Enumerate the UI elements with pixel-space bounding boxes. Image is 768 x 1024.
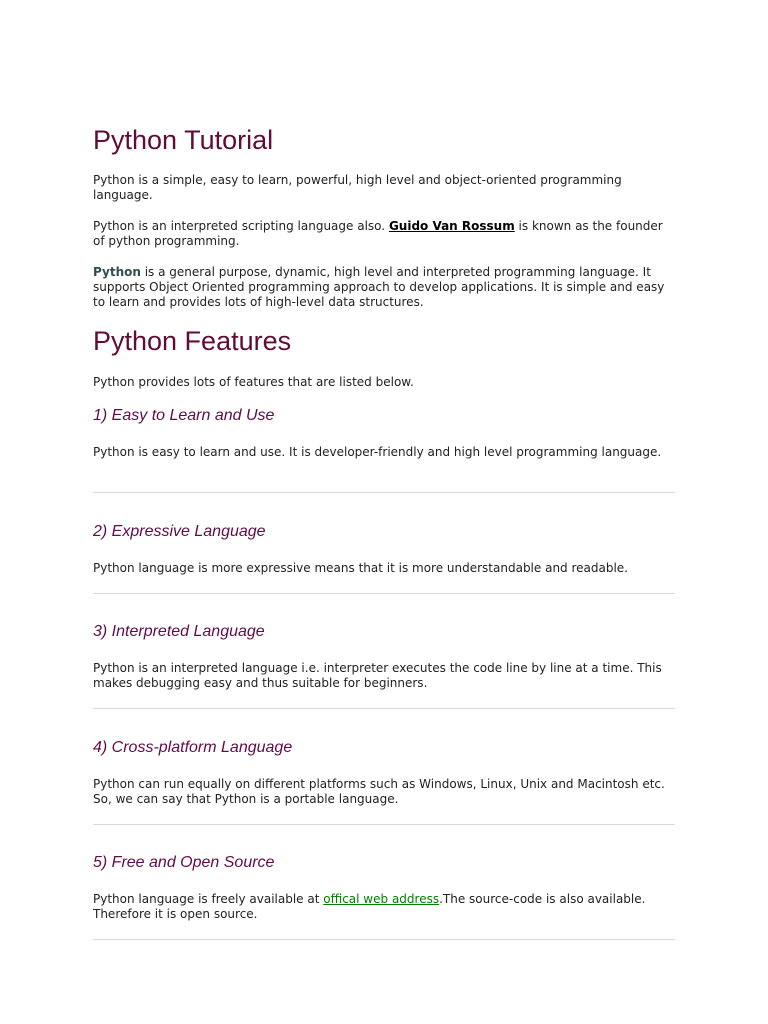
founder-paragraph	[93, 219, 675, 249]
divider	[93, 593, 675, 594]
divider	[93, 708, 675, 709]
divider	[93, 939, 675, 940]
features-title: Python Features	[93, 326, 292, 356]
feature-heading-4: 4) Cross-platform Language	[93, 739, 293, 756]
founder-text-before: Python is an interpreted scripting language also.	[93, 219, 389, 233]
feature-text-4: Python can run equally on different platforms such as Windows, Linux, Unix and Macintosh etc. So, we can say that Python is a portable language.	[93, 777, 665, 806]
feature-text-3: Python is an interpreted language i.e. interpreter executes the code line by line at a time. This makes debugging easy and thus suitable for beginners.	[93, 661, 662, 690]
feature-heading-2: 2) Expressive Language	[93, 523, 266, 540]
divider	[93, 492, 675, 493]
feature-text-2: Python language is more expressive means that it is more understandable and readable.	[93, 561, 629, 575]
feature-heading-5: 5) Free and Open Source	[93, 854, 275, 871]
feature-text-5-after: .The source-code is also available. Therefore it is open source.	[93, 892, 646, 921]
divider	[93, 824, 675, 825]
feature-heading-1: 1) Easy to Learn and Use	[93, 407, 275, 424]
page-title: Python Tutorial	[93, 125, 274, 155]
features-intro: Python provides lots of features that are listed below.	[93, 375, 414, 389]
feature-text-1: Python is easy to learn and use. It is developer-friendly and high level programming language.	[93, 445, 662, 459]
feature-text-5	[93, 892, 675, 922]
python-keyword: Python	[93, 265, 141, 279]
intro-paragraph: Python is a simple, easy to learn, powerful, high level and object-oriented programming language.	[93, 173, 622, 202]
feature-text-5-before: Python language is freely available at	[93, 892, 324, 906]
description-text: is a general purpose, dynamic, high level and interpreted programming language. It supports Object Oriented programming approach to develop applications. It is simple and easy to learn and provides lots of high-level data structures.	[93, 265, 665, 309]
founder-text-after: is known as the founder of python programming.	[93, 219, 663, 248]
feature-heading-3: 3) Interpreted Language	[93, 623, 265, 640]
description-paragraph	[93, 265, 675, 310]
guido-van-rossum-link[interactable]: Guido Van Rossum	[388, 219, 515, 233]
official-web-address-link[interactable]: offical web address	[323, 892, 440, 906]
